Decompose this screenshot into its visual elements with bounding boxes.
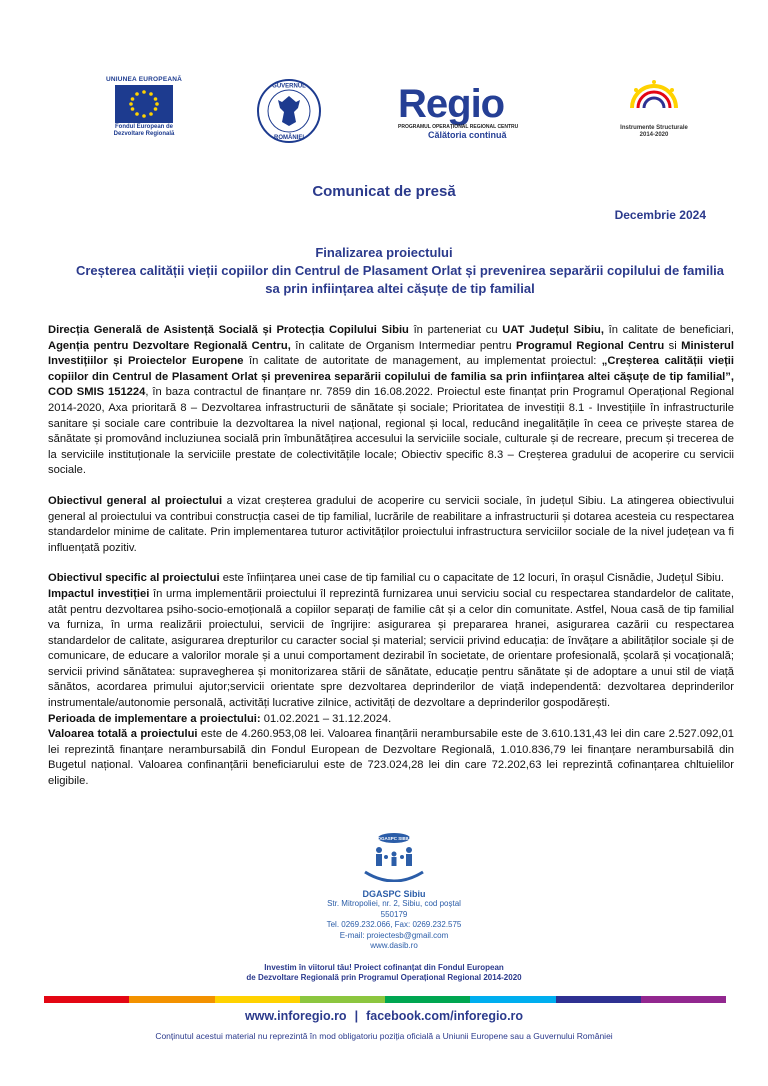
- stripe-segment: [129, 996, 214, 1003]
- stripe-segment: [470, 996, 555, 1003]
- stripe-segment: [300, 996, 385, 1003]
- stripe-segment: [215, 996, 300, 1003]
- dgaspc-website[interactable]: www.dasib.ro: [370, 941, 418, 950]
- footer-links: [0, 1009, 768, 1023]
- text-run: Valoarea totală a proiectului: [48, 728, 198, 741]
- text-run: „Creșterea calității vieții copiilor din Centrul de Plasament Orlat și prevenirea separării copilului de familia sa prin inființarea altei cășuțe de tip familial”, COD SMIS 151224: [48, 355, 735, 399]
- facebook-link[interactable]: facebook.com/inforegio.ro: [366, 1009, 524, 1023]
- regio-logo: [398, 84, 538, 140]
- government-seal-icon: [256, 78, 322, 144]
- text-run: Agenția pentru Dezvoltare Regională Centru,: [48, 339, 291, 352]
- text-run: Perioada de implementare a proiectului:: [48, 712, 261, 725]
- page-title: Comunicat de presă: [312, 183, 456, 200]
- investment-slogan: [0, 963, 768, 983]
- text-run: UAT Județul Sibiu,: [502, 324, 604, 336]
- text-run: în parteneriat cu: [408, 324, 503, 336]
- release-date: Decembrie 2024: [614, 208, 706, 222]
- structural-instruments-icon: [626, 78, 682, 120]
- text-run: Direcția Generală de Asistență Socială și Protecția Copilului Sibiu: [48, 324, 409, 336]
- investment-line2: de Dezvoltare Regională prin Programul Operațional Regional 2014-2020: [246, 973, 522, 982]
- paragraph-intro: [48, 323, 734, 479]
- text-run: în urma implementării proiectului îl reprezintă furnizarea unui serviciu social cu respectarea standardelor de calitate, atât pentru dezvoltarea psiho-socio-emoțională a copiilor separați de familie cât și a celor din comunitate. Astfel, Noua casă de tip familial va furniza, în urma realizării proiectului, servicii de îngrijire: asigurarea și prepararea hranei, asigurarea cazării cu respectarea standardelor de calitate, asigurarea drepturilor cu caracter social și material; servicii privind educația: de învățare a abilităților sociale și de comunicare, de educare a valorilor morale și a unui comportament dezirabil în societate, de orientare profesională, școlară și vocațională; servicii privind sănătatea: supravegherea și monitorizarea stării de sănătate, educație pentru sănătate și de adoptare a unui stil de viață sănătos, acordarea primului ajutor;servicii orientate spre dezvoltarea deprinderilor de viață independentă: dezvoltarea deprinderilor instrumentale/autonomie personală, activități lucrative zilnice, activități de dezvoltare a deprinderilor gospodărești.: [48, 587, 735, 710]
- eu-flag-icon: [115, 85, 173, 123]
- color-stripe: [44, 996, 726, 1003]
- regio-slogan: Călătoria continuă: [428, 130, 507, 140]
- stripe-segment: [385, 996, 470, 1003]
- stripe-segment: [556, 996, 641, 1003]
- project-heading-line1: Finalizarea proiectului: [315, 245, 453, 260]
- dgaspc-address: Str. Mitropoliei, nr. 2, Sibiu, cod poștal 550179: [327, 899, 461, 919]
- text-run: în calitate de autoritate de management, au implementat proiectul:: [243, 355, 602, 368]
- text-run: este de 4.260.953,08 lei. Valoarea finanțării nerambursabile este de 3.610.131,43 lei din care 2.527.092,01 lei reprezintă finanțare nerambursabilă din Fondul European de Dezvoltare Regională, 1.010.836,79 lei finanțare nerambursabilă din Bugetul național. Valoarea confinanțării beneficiarului este de 723.024,28 lei din care 72.202,63 lei reprezintă cofinanțarea chltuielilor eligibile.: [48, 728, 734, 788]
- dgaspc-email[interactable]: E-mail: proiectesb@gmail.com: [339, 930, 449, 940]
- regio-wordmark: Regio: [398, 82, 505, 126]
- svg-text:GUVERNUL: GUVERNUL: [272, 83, 306, 90]
- text-run: în calitate de Organism Intermediar pentru: [290, 339, 517, 352]
- investment-line1: Investim în viitorul tău! Proiect cofinanțat din Fondul European: [264, 963, 504, 972]
- text-run: Programul Regional Centru: [516, 339, 665, 352]
- paragraph-period: [48, 712, 734, 728]
- paragraph-general-objective: [48, 494, 734, 556]
- project-heading-line2: Creșterea calității vieții copiilor din Centrul de Plasament Orlat și prevenirea separării copilului de familia sa prin inființarea altei cășuțe de tip familial: [75, 263, 725, 296]
- text-run: , în baza contractul de finanțare nr. 7859 din 16.08.2022. Proiectul este finanțat prin Programul Operațional Regional 2014-2020, Axa prioritară 8 – Dezvoltarea infrastructurii de sănătate și sociale; Prioritatea de investiții 8.1 - Investițiile în infrastructurile sanitare și sociale care contribuie la dezvoltarea la nivel național, regional și local, reducând inegalitățile în ceea ce privește starea de sănătate și promovând incluziunea socială prin îmbunătățirea accesului la serviciile sociale, culturale și de recreare, precum și trecerea de la serviciile instituționale la serviciile prestate de colectivitățile locale; Obiectiv specific 8.3 – Creșterea gradului de acoperire cu servicii sociale.: [48, 386, 734, 477]
- paragraph-value: [48, 727, 734, 789]
- text-run: este înființarea unei case de tip familial cu o capacitate de 12 locuri, în orașul Cisnădie, Județul Sibiu.: [219, 572, 724, 585]
- logo-header: [0, 76, 768, 146]
- eu-fund-label: Fondul European de Dezvoltare Regională: [113, 124, 175, 137]
- eu-label: UNIUNEA EUROPEANĂ: [105, 76, 183, 83]
- text-run: în calitate de beneficiari,: [603, 324, 734, 336]
- regio-program-label: PROGRAMUL OPERAȚIONAL REGIONAL CENTRU: [398, 124, 519, 130]
- dgaspc-name: DGASPC Sibiu: [362, 889, 426, 899]
- text-run: Impactul investiției: [48, 587, 150, 600]
- stripe-segment: [44, 996, 129, 1003]
- text-run: Obiectivul specific al proiectului: [48, 572, 220, 585]
- structural-instruments-logo: [614, 78, 694, 139]
- text-run: Ministerul Investițiilor și Proiectelor Europene: [48, 339, 734, 368]
- stripe-segment: [641, 996, 726, 1003]
- svg-text:ROMÂNIEI: ROMÂNIEI: [274, 135, 304, 141]
- structural-instruments-label: Instrumente Structurale 2014-2020: [620, 125, 688, 138]
- eu-logo: [104, 76, 184, 138]
- paragraph-specific-objective: [48, 571, 734, 587]
- paragraph-impact: [48, 587, 734, 712]
- text-run: Obiectivul general al proiectului: [48, 494, 223, 507]
- link-separator: |: [354, 1009, 359, 1023]
- text-run: si: [664, 339, 682, 352]
- disclaimer: Conținutul acestui material nu reprezintă în mod obligatoriu poziția oficială a Uniunii Europene sau a Guvernului României: [155, 1031, 613, 1041]
- text-run: 01.02.2021 – 31.12.2024.: [260, 712, 392, 725]
- text-run: a vizat creșterea gradului de acoperire cu servicii sociale, în județul Sibiu. La atingerea obiectivului general al proiectului va contribui construcția casei de tip familial, lucrările de reabilitare a infrastructurii și dotarea acesteia cu respectarea standardelor minime de calitate. Prin implementarea tuturor activităților proiectului infrastructura serviciilor sociale de la nivel județean va fi influențată pozitiv.: [48, 494, 734, 554]
- dgaspc-family-logo-icon: [359, 830, 429, 882]
- dgaspc-block: [324, 830, 464, 952]
- document-body: [48, 323, 734, 790]
- inforegio-link[interactable]: www.inforegio.ro: [244, 1009, 347, 1023]
- dgaspc-logo-text: DGASPC SIBIU: [377, 836, 411, 841]
- dgaspc-phone: Tel. 0269.232.066, Fax: 0269.232.575: [326, 920, 462, 929]
